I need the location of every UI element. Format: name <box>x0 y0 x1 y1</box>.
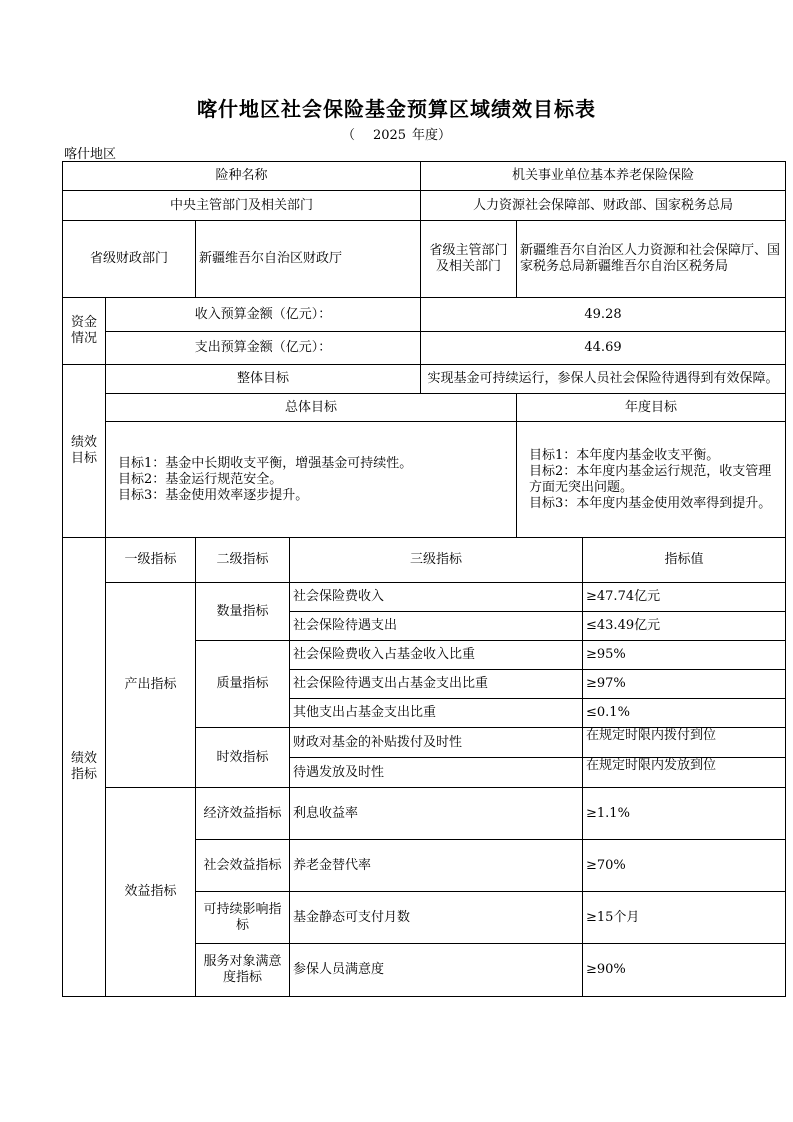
prov-finance-value: 新疆维吾尔自治区财政厅 <box>196 221 421 298</box>
indicator-value-text: 在规定时限内发放到位 <box>586 758 717 773</box>
indicator-name: 社会保险待遇支出占基金支出比重 <box>290 670 583 699</box>
prov-dept-value: 新疆维吾尔自治区人力资源和社会保障厅、国家税务总局新疆维吾尔自治区税务局 <box>517 221 786 298</box>
indicator-value: ≥15个月 <box>583 892 786 944</box>
general-goal-2: 目标2：基金运行规范安全。 <box>118 471 283 487</box>
performance-table <box>62 161 786 997</box>
year-value: 2025 <box>372 128 407 143</box>
expense-value: 44.69 <box>421 332 786 365</box>
satisfaction-indicator-label: 服务对象满意度指标 <box>196 944 290 997</box>
year-line <box>0 124 793 143</box>
central-dept-label: 中央主管部门及相关部门 <box>63 191 421 221</box>
table-row <box>63 788 786 840</box>
indicator-name: 社会保险费收入 <box>290 583 583 612</box>
level3-header: 三级指标 <box>290 538 583 583</box>
row-overall-goal <box>63 365 786 394</box>
indicator-name: 利息收益率 <box>290 788 583 840</box>
quality-indicator-label: 质量指标 <box>196 641 290 728</box>
indicator-value: ≥1.1% <box>583 788 786 840</box>
table-row <box>63 583 786 612</box>
indicator-name: 财政对基金的补贴拨付及时性 <box>290 728 583 758</box>
output-indicator-label: 产出指标 <box>106 583 196 788</box>
indicator-value: ≥90% <box>583 944 786 997</box>
indicator-value: ≥70% <box>583 840 786 892</box>
indicator-name: 待遇发放及时性 <box>290 758 583 788</box>
indicator-value: ≤43.49亿元 <box>583 612 786 641</box>
value-header: 指标值 <box>583 538 786 583</box>
general-goal-3: 目标3：基金使用效率逐步提升。 <box>118 487 309 503</box>
indicator-value-text: 在规定时限内拨付到位 <box>586 728 717 743</box>
annual-goal-3: 目标3：本年度内基金使用效率得到提升。 <box>529 495 772 511</box>
expense-label: 支出预算金额（亿元）： <box>106 332 421 365</box>
overall-goal-value: 实现基金可持续运行，参保人员社会保险待遇得到有效保障。 <box>421 365 786 394</box>
sustain-indicator-label: 可持续影响指标 <box>196 892 290 944</box>
indicator-value: ≥95% <box>583 641 786 670</box>
indicator-value: ≥47.74亿元 <box>583 583 786 612</box>
prov-finance-label: 省级财政部门 <box>63 221 196 298</box>
indicator-name: 基金静态可支付月数 <box>290 892 583 944</box>
year-open: （ <box>341 128 355 143</box>
general-goals <box>106 422 517 538</box>
indicator-name: 其他支出占基金支出比重 <box>290 699 583 728</box>
indicator-name: 养老金替代率 <box>290 840 583 892</box>
overall-goal-label: 整体目标 <box>106 365 421 394</box>
region-label: 喀什地区 <box>64 147 117 162</box>
indicator-value: ≥97% <box>583 670 786 699</box>
funds-label: 资金情况 <box>63 298 106 365</box>
indicator-name: 社会保险费收入占基金收入比重 <box>290 641 583 670</box>
row-expense <box>63 332 786 365</box>
prov-dept-label: 省级主管部门及相关部门 <box>421 221 517 298</box>
indicator-name: 参保人员满意度 <box>290 944 583 997</box>
income-label: 收入预算金额（亿元）： <box>106 298 421 332</box>
indicator-name: 社会保险待遇支出 <box>290 612 583 641</box>
annual-goal-1: 目标1：本年度内基金收支平衡。 <box>529 447 720 463</box>
year-close: 年度） <box>412 128 452 143</box>
row-indicator-headers <box>63 538 786 583</box>
income-value: 49.28 <box>421 298 786 332</box>
timeliness-indicator-label: 时效指标 <box>196 728 290 788</box>
quantity-indicator-label: 数量指标 <box>196 583 290 641</box>
indicator-value: ≤0.1% <box>583 699 786 728</box>
row-insurance-type <box>63 162 786 191</box>
row-income <box>63 298 786 332</box>
central-dept-value: 人力资源社会保障部、财政部、国家税务总局 <box>421 191 786 221</box>
row-provincial <box>63 221 786 298</box>
indicator-value <box>583 758 786 788</box>
level1-header: 一级指标 <box>106 538 196 583</box>
social-indicator-label: 社会效益指标 <box>196 840 290 892</box>
row-central-dept <box>63 191 786 221</box>
page-title: 喀什地区社会保险基金预算区域绩效目标表 <box>197 97 596 121</box>
row-goal-headers <box>63 394 786 422</box>
insurance-type-label: 险种名称 <box>63 162 421 191</box>
annual-goal-header: 年度目标 <box>517 394 786 422</box>
insurance-type-value: 机关事业单位基本养老保险保险 <box>421 162 786 191</box>
indicator-value <box>583 728 786 758</box>
indicators-label: 绩效指标 <box>63 538 106 997</box>
economic-indicator-label: 经济效益指标 <box>196 788 290 840</box>
benefit-indicator-label: 效益指标 <box>106 788 196 997</box>
level2-header: 二级指标 <box>196 538 290 583</box>
annual-goals <box>517 422 786 538</box>
general-goal-1: 目标1：基金中长期收支平衡，增强基金可持续性。 <box>118 455 413 471</box>
row-goals <box>63 422 786 538</box>
goals-label: 绩效目标 <box>63 365 106 538</box>
annual-goal-2: 目标2：本年度内基金运行规范，收支管理方面无突出问题。 <box>529 463 772 495</box>
general-goal-header: 总体目标 <box>106 394 517 422</box>
